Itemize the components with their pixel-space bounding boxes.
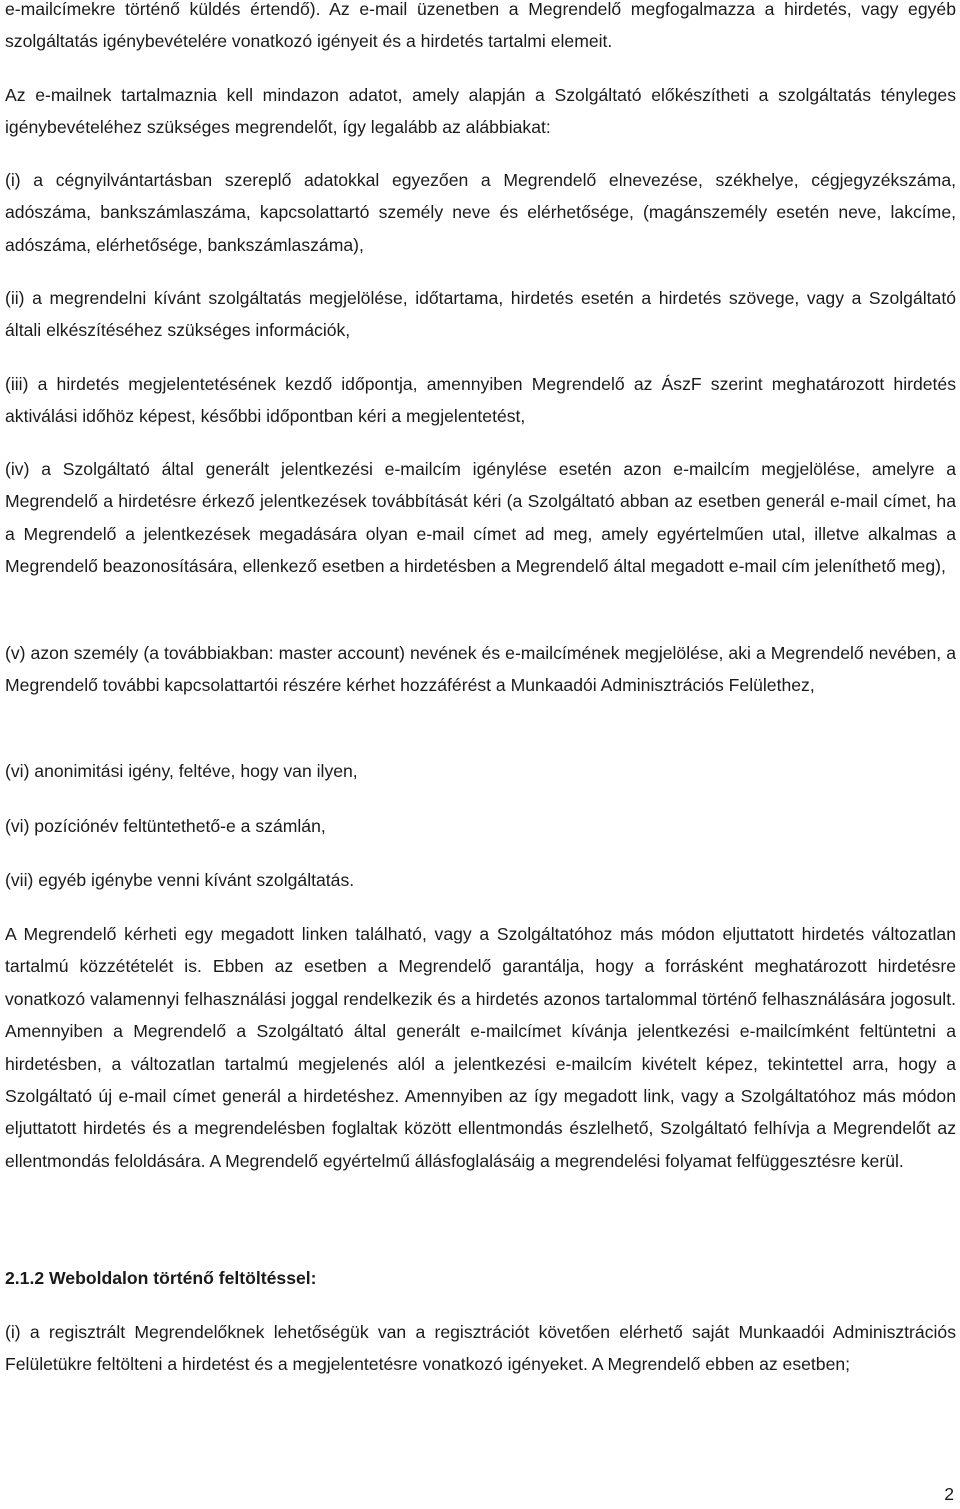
page-number: 2 — [944, 1484, 954, 1504]
paragraph-email-intro: e-mailcímekre történő küldés értendő). Az e-mail üzenetben a Megrendelő megfogalmazza a hirdetés, vagy egyéb szolgáltatás igénybevételére vonatkozó igényeit és a hirdetés tartalmi elemeit. — [5, 0, 956, 52]
list-item-start-date: (iii) a hirdetés megjelentetésének kezdő időpontja, amennyiben Megrendelő az ÁszF szerint meghatározott hirdetés aktiválási időhöz képest, későbbi időpontban kéri a megjelentetést, — [5, 374, 956, 427]
list-item-anonymity: (vi) anonimitási igény, feltéve, hogy van ilyen, — [5, 761, 358, 781]
paragraph-link-publication: A Megrendelő kérheti egy megadott linken található, vagy a Szolgáltatóhoz más módon eljuttatott hirdetés változatlan tartalmú közzétételét is. Ebben az esetben a Megrendelő garantálja, hogy a forrásként meghatározott hirdetésre vonatkozó valamennyi felhasználási joggal rendelkezik és a hirdetés azonos tartalommal történő felhasználására jogosult. Amennyiben a Megrendelő a Szolgáltató által generált e-mailcímet kívánja jelentkezési e-mailcímként feltüntetni a hirdetésben, a változatlan tartalmú megjelenés alól a jelentkezési e-mailcím kivételt képez, tekintettel arra, hogy a Szolgáltató új e-mail címet generál a hirdetéshez. Amennyiben az így megadott link, vagy a Szolgáltatóhoz más módon eljuttatott hirdetés és a megrendelésben foglaltak között ellentmondás észlelhető, Szolgáltató felhívja a Megrendelőt az ellentmondás feloldására. A Megrendelő egyértelmű állásfoglalásáig a megrendelési folyamat felfüggesztésre kerül. — [5, 924, 956, 1171]
list-item-email-generation: (iv) a Szolgáltató által generált jelentkezési e-mailcím igénylése esetén azon e-mailcím megjelölése, amelyre a Megrendelő a hirdetésre érkező jelentkezések továbbítását kéri (a Szolgáltató abban az esetben generál e-mail címet, ha a Megrendelő a jelentkezések megadására olyan e-mail címet ad meg, amely egyértelműen utal, illetve alkalmas a Megrendelő beazonosítására, ellenkező esetben a hirdetésben a Megrendelő által megadott e-mail cím jeleníthető meg), — [5, 459, 956, 577]
paragraph-email-requirements: Az e-mailnek tartalmaznia kell mindazon adatot, amely alapján a Szolgáltató előkészítheti a szolgáltatás tényleges igénybevételéhez szükséges megrendelőt, így legalább az alábbiakat: — [5, 85, 956, 138]
section-heading-web-upload: 2.1.2 Weboldalon történő feltöltéssel: — [5, 1268, 317, 1288]
list-item-other-services: (vii) egyéb igénybe venni kívánt szolgáltatás. — [5, 870, 355, 890]
list-item-position-name: (vi) pozíciónév feltüntethető-e a számlán, — [5, 816, 326, 836]
list-item-master-account: (v) azon személy (a továbbiakban: master account) nevének és e-mailcímének megjelölése, aki a Megrendelő nevében, a Megrendelő további kapcsolattartói részére kérhet hozzáférést a Munkaadói Adminisztrációs Felülethez, — [5, 643, 956, 696]
list-item-company-data: (i) a cégnyilvántartásban szereplő adatokkal egyezően a Megrendelő elnevezése, székhelye, cégjegyzékszáma, adószáma, bankszámlaszáma, kapcsolattartó személy neve és elérhetősége, (magánszemély esetén neve, lakcíme, adószáma, elérhetősége, bankszámlaszáma), — [5, 170, 956, 255]
list-item-registered-upload: (i) a regisztrált Megrendelőknek lehetőségük van a regisztrációt követően elérhető saját Munkaadói Adminisztrációs Felületükre feltölteni a hirdetést és a megjelentetésre vonatkozó igényeket. A Megrendelő ebben az esetben; — [5, 1322, 956, 1375]
list-item-service: (ii) a megrendelni kívánt szolgáltatás megjelölése, időtartama, hirdetés esetén a hirdetés szövege, vagy a Szolgáltató általi elkészítéséhez szükséges információk, — [5, 288, 956, 341]
